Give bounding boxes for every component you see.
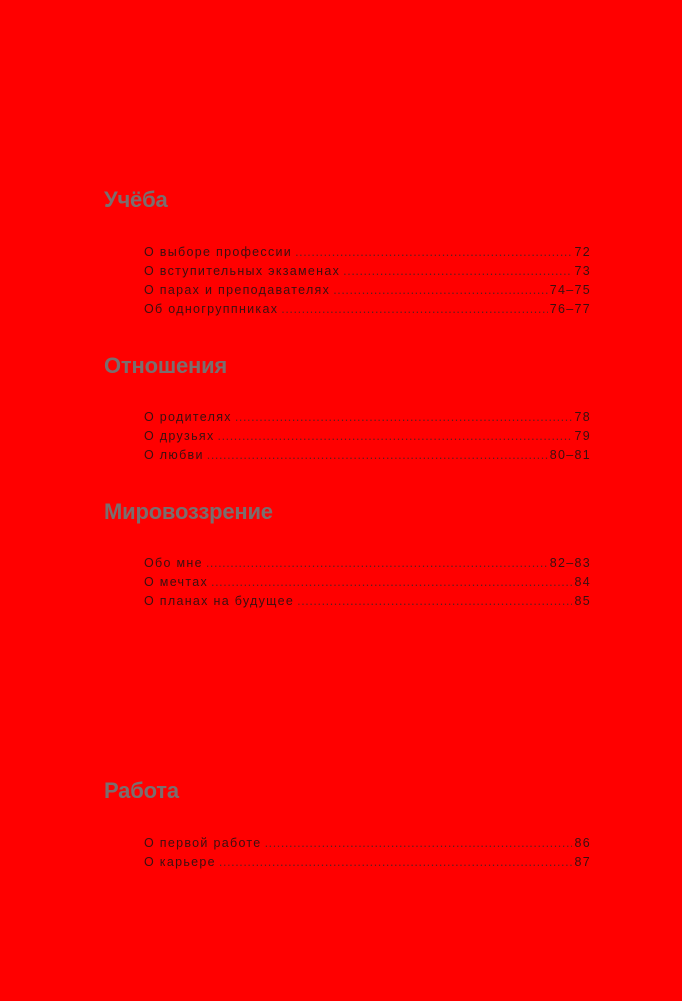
toc-entry-page: 79 (574, 429, 591, 443)
section-title: Отношения (104, 353, 228, 378)
toc-entry-label: О вступительных экзаменах (144, 264, 341, 278)
toc-entry-label: О первой работе (144, 836, 262, 850)
toc-entry-page: 84 (574, 575, 591, 589)
dot-leader (207, 448, 548, 462)
toc-entry-label: О родителях (144, 410, 232, 424)
toc-entry-page: 76–77 (549, 302, 591, 316)
toc-entry (144, 556, 591, 575)
section-title: Учёба (104, 187, 168, 212)
toc-entry (144, 302, 591, 321)
toc-entry-label: О парах и преподавателях (144, 283, 331, 297)
dot-leader (211, 575, 572, 589)
toc-section-study (104, 187, 592, 316)
dot-leader (343, 264, 572, 278)
toc-section-worldview (104, 499, 592, 608)
toc-entry-label: Об одногруппниках (144, 302, 279, 316)
toc-entry-page: 80–81 (549, 448, 591, 462)
dot-leader (218, 429, 573, 443)
toc-entries (144, 836, 591, 874)
toc-entry-page: 82–83 (549, 556, 591, 570)
dot-leader (295, 245, 572, 259)
toc-entry-label: О планах на будущее (144, 594, 295, 608)
toc-entry-page: 74–75 (549, 283, 591, 297)
toc-entry (144, 245, 591, 264)
toc-entries (144, 410, 591, 467)
toc-entry (144, 264, 591, 283)
toc-section-relationships (104, 353, 592, 462)
toc-entry-label: О мечтах (144, 575, 209, 589)
toc-entry-page: 78 (574, 410, 591, 424)
toc-entry (144, 594, 591, 613)
toc-entry (144, 283, 591, 302)
toc-entries (144, 245, 591, 321)
toc-entries (144, 556, 591, 613)
toc-entry-label: Обо мне (144, 556, 203, 570)
toc-entry (144, 429, 591, 448)
dot-leader (235, 410, 573, 424)
dot-leader (297, 594, 572, 608)
dot-leader (219, 855, 573, 869)
dot-leader (281, 302, 547, 316)
toc-entry-page: 86 (574, 836, 591, 850)
dot-leader (333, 283, 548, 297)
toc-entry-label: О выборе профессии (144, 245, 293, 259)
toc-entry (144, 575, 591, 594)
dot-leader (265, 836, 573, 850)
toc-entry-page: 87 (574, 855, 591, 869)
toc-entry-page: 72 (574, 245, 591, 259)
toc-entry-label: О карьере (144, 855, 216, 869)
section-title: Работа (104, 778, 179, 803)
section-title: Мировоззрение (104, 499, 273, 524)
toc-entry (144, 855, 591, 874)
toc-entry-label: О любви (144, 448, 204, 462)
toc-section-work (104, 778, 592, 869)
dot-leader (206, 556, 548, 570)
toc-entry (144, 448, 591, 467)
toc-entry (144, 410, 591, 429)
toc-entry-page: 85 (574, 594, 591, 608)
toc-entry-label: О друзьях (144, 429, 215, 443)
toc-entry (144, 836, 591, 855)
toc-entry-page: 73 (574, 264, 591, 278)
